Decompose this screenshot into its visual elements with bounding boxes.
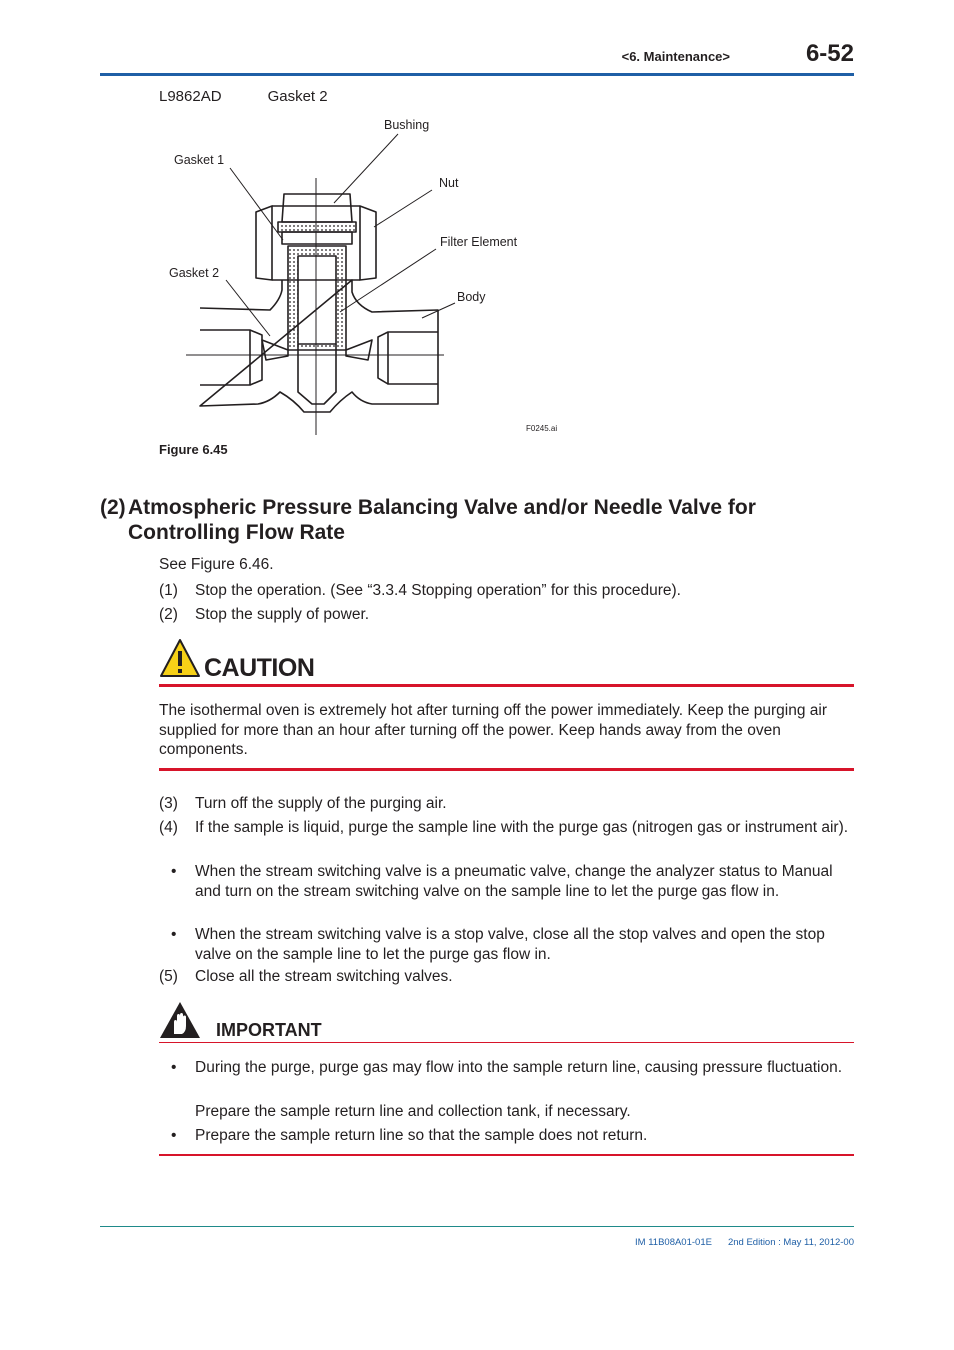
caution-text: The isothermal oven is extremely hot after turning off the power immediately. Keep the purging air supplied for more than an hour after turning off the power. Keep hands away from the oven components. [159, 702, 827, 758]
label-filter-element: Filter Element [440, 235, 518, 249]
step-3 [159, 794, 854, 814]
step-text: Stop the supply of power. [195, 606, 370, 623]
label-body: Body [457, 290, 486, 304]
bullet-mark: • [171, 926, 177, 943]
step-number: (4) [159, 819, 178, 836]
caution-heading [159, 638, 854, 686]
part-code: L9862AD [159, 88, 222, 105]
step-text: Stop the operation. (See “3.3.4 Stopping operation” for this procedure). [195, 582, 681, 599]
figure-file-id: F0245.ai [526, 424, 558, 433]
section-title-line1: Atmospheric Pressure Balancing Valve and/or Needle Valve for [128, 496, 756, 519]
bullet-mark: • [171, 1127, 177, 1144]
caution-top-rule [159, 684, 854, 687]
bullet-text: When the stream switching valve is a stop valve, close all the stop valves and open the stop valve on the sample line to let the purge gas flow in. [195, 926, 825, 963]
step-number: (2) [159, 606, 178, 623]
warning-triangle-icon [159, 638, 201, 680]
important-label: IMPORTANT [216, 1020, 322, 1040]
important-bottom-rule [159, 1154, 854, 1156]
label-nut: Nut [439, 176, 459, 190]
list-item [171, 1126, 854, 1146]
important-continuation-text: Prepare the sample return line and collection tank, if necessary. [195, 1103, 631, 1120]
bullet-text: During the purge, purge gas may flow into the sample return line, causing pressure fluctuation. [195, 1059, 843, 1076]
list-item [171, 1058, 854, 1098]
figure-caption: Figure 6.45 [159, 442, 228, 457]
section-number: (2) [100, 496, 126, 519]
document-id: IM 11B08A01-01E [635, 1237, 712, 1248]
list-item [171, 925, 854, 965]
important-top-rule [159, 1042, 854, 1043]
bullet-mark: • [171, 1059, 177, 1076]
section-title [100, 495, 820, 545]
caution-bottom-rule [159, 768, 854, 771]
step-number: (5) [159, 968, 178, 985]
bullet-text: When the stream switching valve is a pneumatic valve, change the analyzer status to Manual and turn on the stream switching valve on the sample line to let the purge gas flow in. [195, 863, 833, 900]
step-text: Turn off the supply of the purging air. [195, 795, 447, 812]
step-text: If the sample is liquid, purge the sample line with the purge gas (nitrogen gas or instrument air). [195, 819, 849, 836]
bullet-mark: • [171, 863, 177, 880]
header-rule [100, 73, 854, 76]
footer-rule [100, 1226, 854, 1227]
step-number: (1) [159, 582, 178, 599]
edition-info: 2nd Edition : May 11, 2012-00 [727, 1237, 854, 1248]
page-number: 6-52 [805, 40, 854, 67]
list-item [171, 862, 854, 922]
section-title-line2: Controlling Flow Rate [128, 521, 345, 544]
step-1 [159, 581, 854, 601]
step-number: (3) [159, 795, 178, 812]
header-section-title: <6. Maintenance> [621, 49, 730, 64]
bullet-text: Prepare the sample return line so that the sample does not return. [195, 1127, 648, 1144]
see-figure-text: See Figure 6.46. [159, 556, 274, 573]
step-2 [159, 605, 854, 625]
label-gasket-1: Gasket 1 [174, 153, 225, 167]
footer [635, 1237, 854, 1248]
caution-label: CAUTION [204, 654, 315, 682]
part-description: Gasket 2 [267, 88, 328, 105]
part-line [159, 88, 328, 105]
step-5 [159, 967, 854, 987]
label-gasket-2: Gasket 2 [169, 266, 220, 280]
step-text: Close all the stream switching valves. [195, 968, 453, 985]
step-4 [159, 818, 854, 858]
label-bushing: Bushing [384, 118, 430, 132]
important-hand-icon [158, 1000, 202, 1040]
